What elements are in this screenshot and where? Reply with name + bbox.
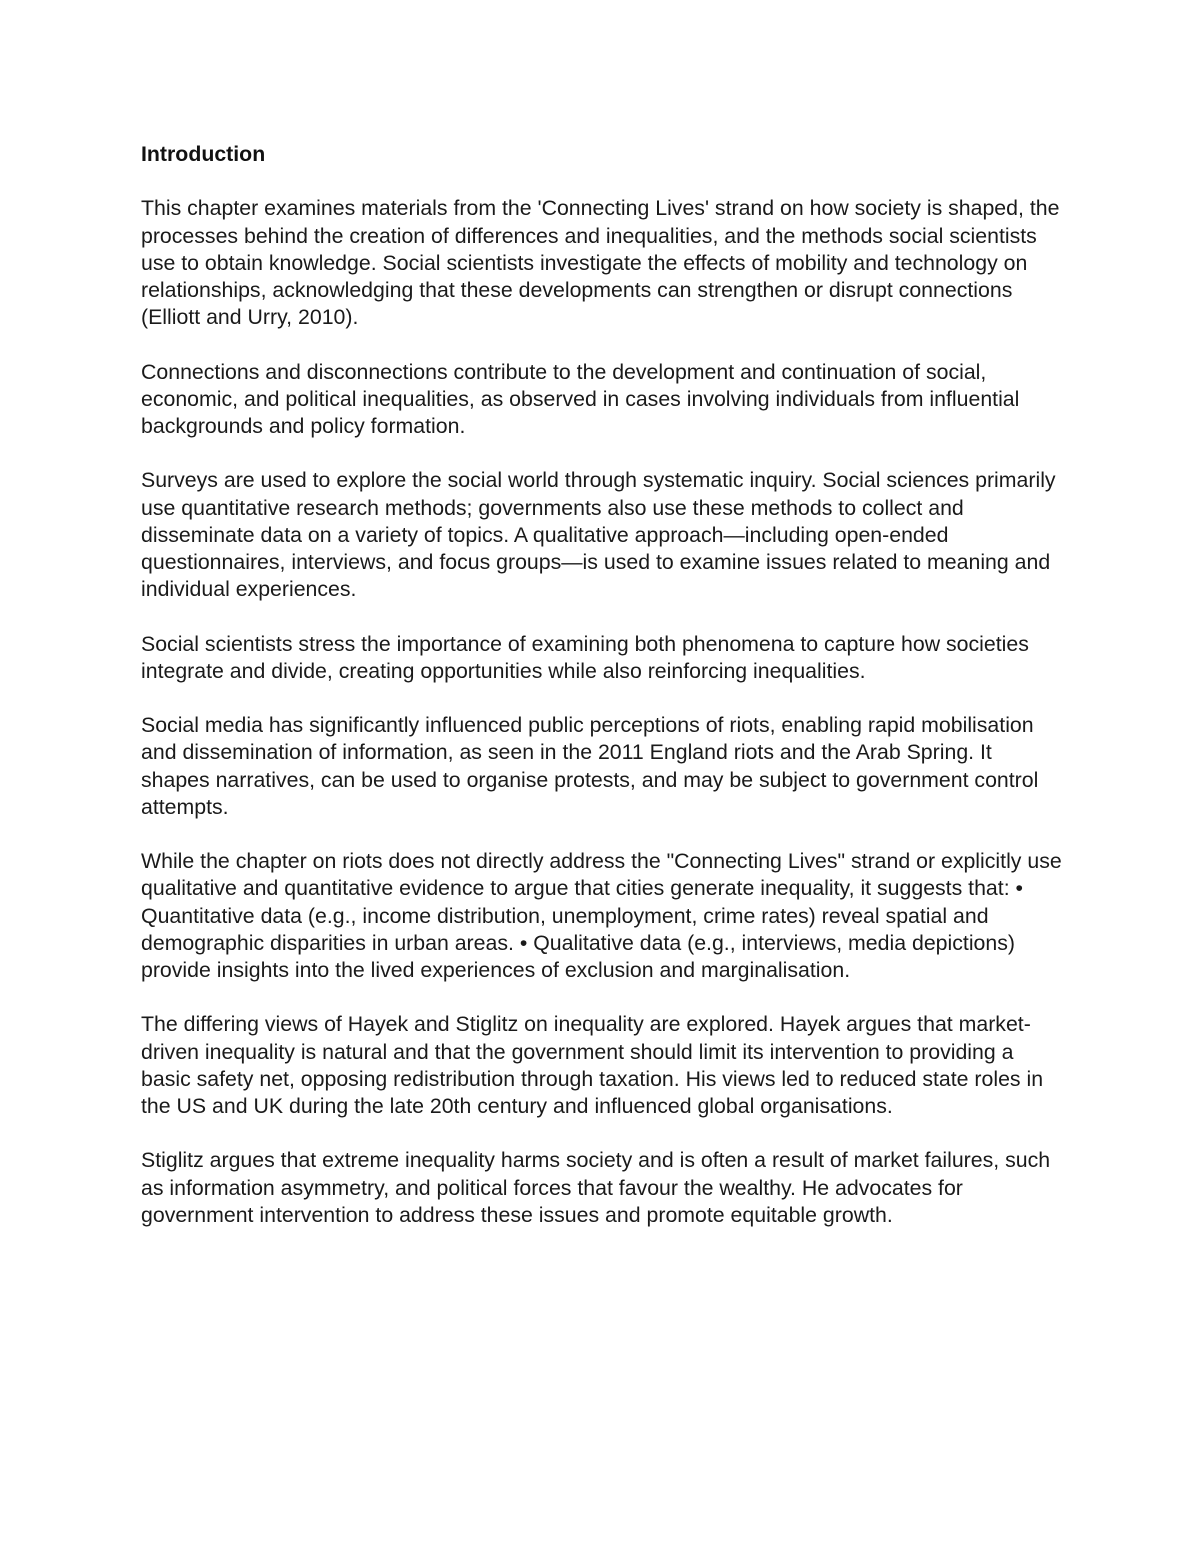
paragraph-3: Surveys are used to explore the social world through systematic inquiry. Social sciences primarily use quantitative research methods; governments also use these methods to collect and disseminate data on a variety of topics. A qualitative approach—including open-ended questionnaires, interviews, and focus groups—is used to examine issues related to meaning and individual experiences. <box>141 468 1056 602</box>
paragraph-1: This chapter examines materials from the 'Connecting Lives' strand on how society is shaped, the processes behind the creation of differences and inequalities, and the methods social scientists use to obtain knowledge. Social scientists investigate the effects of mobility and technology on relationships, acknowledging that these developments can strengthen or disrupt connections (Elliott and Urry, 2010). <box>141 196 1060 330</box>
paragraph-5: Social media has significantly influenced public perceptions of riots, enabling rapid mobilisation and dissemination of information, as seen in the 2011 England riots and the Arab Spring. It shapes narratives, can be used to organise protests, and may be subject to government control attempts. <box>141 713 1039 819</box>
section-heading: Introduction <box>141 142 266 166</box>
paragraph-2: Connections and disconnections contribute to the development and continuation of social, economic, and political inequalities, as observed in cases involving individuals from influential backgrounds and policy formation. <box>141 359 1020 438</box>
paragraph-7: The differing views of Hayek and Stiglitz on inequality are explored. Hayek argues that market-driven inequality is natural and that the government should limit its intervention to providing a basic safety net, opposing redistribution through taxation. His views led to reduced state roles in the US and UK during the late 20th century and influenced global organisations. <box>141 1012 1044 1118</box>
paragraph-6: While the chapter on riots does not directly address the "Connecting Lives" strand or explicitly use qualitative and quantitative evidence to argue that cities generate inequality, it suggests that: • Quantitative data (e.g., income distribution, unemployment, crime rates) reveal spatial and demographic disparities in urban areas. • Qualitative data (e.g., interviews, media depictions) provide insights into the lived experiences of exclusion and marginalisation. <box>141 849 1062 982</box>
paragraph-4: Social scientists stress the importance of examining both phenomena to capture how societies integrate and divide, creating opportunities while also reinforcing inequalities. <box>141 631 1029 683</box>
document-body <box>141 141 1063 1229</box>
paragraph-8: Stiglitz argues that extreme inequality harms society and is often a result of market failures, such as information asymmetry, and political forces that favour the wealthy. He advocates for government intervention to address these issues and promote equitable growth. <box>141 1148 1051 1227</box>
